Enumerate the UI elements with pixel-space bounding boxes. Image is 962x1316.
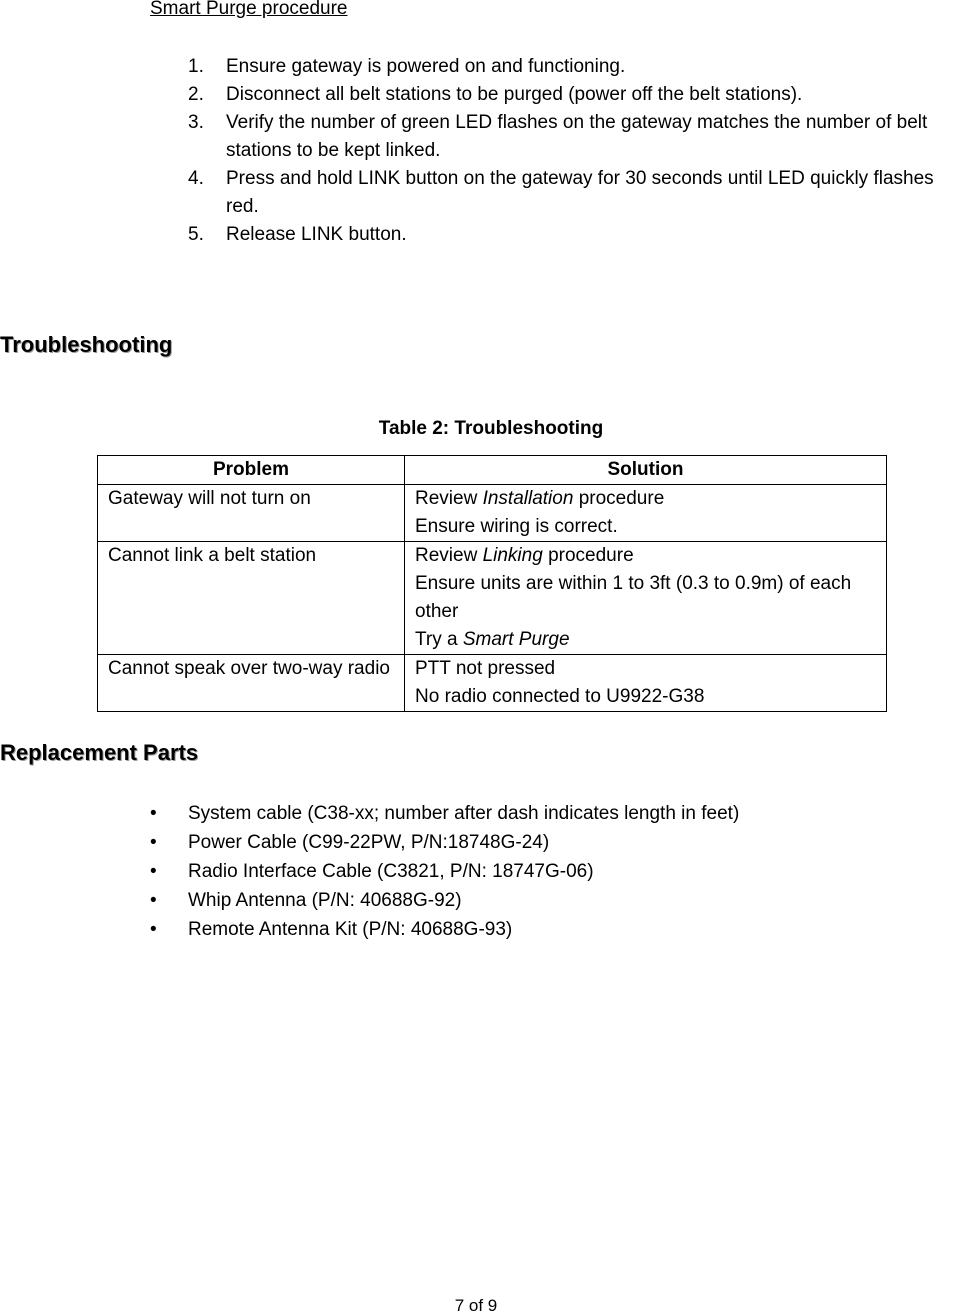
smart-purge-steps — [188, 53, 958, 249]
step-number: 2. — [188, 84, 204, 105]
table-row — [98, 655, 887, 712]
solution-line: Ensure wiring is correct. — [415, 516, 618, 537]
solution-line — [415, 485, 876, 513]
list-item — [150, 886, 739, 915]
step-text: Release LINK button. — [226, 224, 407, 245]
step-number: 5. — [188, 224, 204, 245]
list-item — [188, 81, 958, 109]
problem-cell: Cannot link a belt station — [98, 542, 405, 655]
column-header-problem: Problem — [98, 456, 405, 485]
list-item — [188, 165, 958, 221]
solution-text: Review — [415, 545, 483, 566]
step-number: 4. — [188, 168, 204, 189]
solution-emphasis: Installation — [482, 488, 574, 509]
table-header-row — [98, 456, 887, 485]
solution-text: Try a — [415, 629, 463, 650]
bullet-icon: • — [150, 861, 157, 882]
page-number: 7 of 9 — [454, 1296, 498, 1315]
solution-line: No radio connected to U9922-G38 — [415, 686, 705, 707]
table-row — [98, 485, 887, 542]
part-text: Radio Interface Cable (C3821, P/N: 18747G-06) — [188, 861, 594, 882]
step-text: Ensure gateway is powered on and functioning. — [226, 56, 626, 77]
solution-text: procedure — [573, 488, 665, 509]
step-text: Disconnect all belt stations to be purged (power off the belt stations). — [226, 84, 803, 105]
bullet-icon: • — [150, 919, 157, 940]
solution-cell — [405, 655, 887, 712]
solution-emphasis: Linking — [482, 545, 543, 566]
troubleshooting-heading: Troubleshooting — [0, 332, 173, 357]
solution-line — [415, 626, 876, 654]
bullet-icon: • — [150, 890, 157, 911]
part-text: System cable (C38-xx; number after dash indicates length in feet) — [188, 803, 740, 824]
troubleshooting-table — [97, 455, 887, 712]
step-number: 1. — [188, 56, 204, 77]
problem-cell: Gateway will not turn on — [98, 485, 405, 542]
column-header-solution: Solution — [405, 456, 887, 485]
bullet-icon: • — [150, 803, 157, 824]
solution-text: procedure — [542, 545, 634, 566]
solution-line: PTT not pressed — [415, 658, 556, 679]
replacement-parts-list — [150, 799, 739, 944]
solution-text: Review — [415, 488, 483, 509]
list-item — [150, 857, 739, 886]
part-text: Whip Antenna (P/N: 40688G-92) — [188, 890, 462, 911]
part-text: Power Cable (C99-22PW, P/N:18748G-24) — [188, 832, 550, 853]
solution-line: Ensure units are within 1 to 3ft (0.3 to 0.9m) of each other — [415, 573, 852, 622]
solution-cell — [405, 542, 887, 655]
list-item — [150, 915, 739, 944]
step-number: 3. — [188, 112, 204, 133]
list-item — [188, 109, 958, 165]
replacement-parts-heading: Replacement Parts — [0, 740, 199, 765]
list-item — [150, 828, 739, 857]
table-caption: Table 2: Troubleshooting — [378, 418, 604, 439]
solution-line — [415, 542, 876, 570]
bullet-icon: • — [150, 832, 157, 853]
part-text: Remote Antenna Kit (P/N: 40688G-93) — [188, 919, 513, 940]
table-row — [98, 542, 887, 655]
list-item — [188, 53, 958, 81]
solution-cell — [405, 485, 887, 542]
list-item — [188, 221, 958, 249]
step-text: Press and hold LINK button on the gateway for 30 seconds until LED quickly flashes red. — [226, 168, 934, 217]
list-item — [150, 799, 739, 828]
solution-emphasis: Smart Purge — [462, 629, 570, 650]
step-text: Verify the number of green LED flashes on the gateway matches the number of belt stations to be kept linked. — [226, 112, 928, 161]
problem-cell: Cannot speak over two-way radio — [98, 655, 405, 712]
smart-purge-title: Smart Purge procedure — [150, 0, 348, 19]
